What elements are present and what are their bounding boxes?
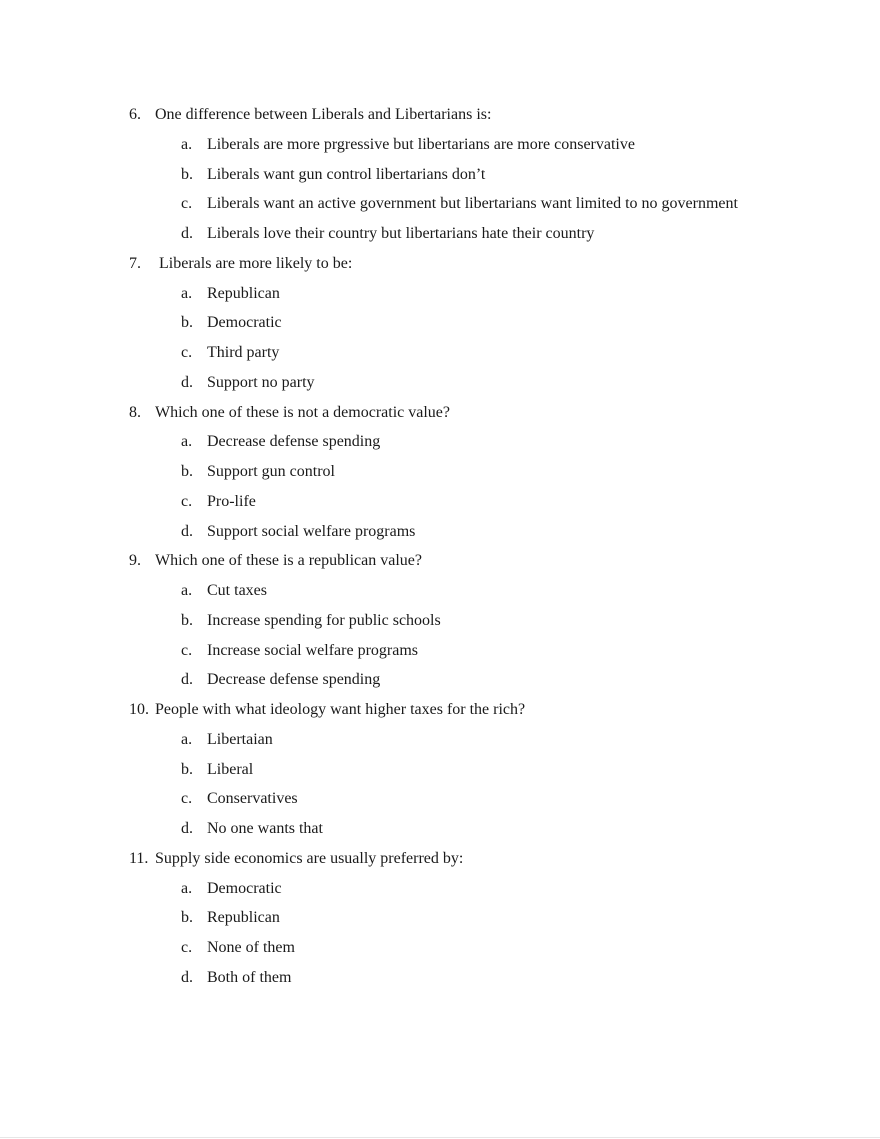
option-b bbox=[0, 308, 880, 338]
option-d bbox=[0, 814, 880, 844]
option-letter: b. bbox=[181, 909, 193, 927]
option-c bbox=[0, 636, 880, 666]
option-b bbox=[0, 903, 880, 933]
question-line bbox=[0, 546, 880, 576]
option-letter: a. bbox=[181, 433, 193, 451]
option-letter: c. bbox=[181, 344, 193, 361]
question-number: 11. bbox=[129, 849, 149, 867]
option-text: Both of them bbox=[207, 968, 292, 986]
option-a bbox=[0, 725, 880, 755]
option-list bbox=[0, 279, 880, 398]
question-8 bbox=[0, 398, 880, 547]
option-text: Democratic bbox=[207, 879, 282, 897]
question-number: 6. bbox=[129, 106, 141, 123]
option-list bbox=[0, 130, 880, 249]
option-b bbox=[0, 606, 880, 636]
option-list bbox=[0, 427, 880, 546]
option-d bbox=[0, 963, 880, 993]
option-letter: a. bbox=[181, 135, 193, 153]
question-10 bbox=[0, 695, 880, 844]
option-letter: d. bbox=[181, 968, 193, 986]
option-a bbox=[0, 279, 880, 309]
option-text: Liberals are more prgressive but libertarians are more conservative bbox=[207, 135, 635, 153]
option-text: Increase social welfare programs bbox=[207, 641, 418, 659]
page-bottom-edge bbox=[0, 1137, 880, 1138]
option-text: Liberals want an active government but libertarians want limited to no government bbox=[207, 195, 738, 213]
option-letter: c. bbox=[181, 195, 193, 213]
option-b bbox=[0, 160, 880, 190]
option-c bbox=[0, 487, 880, 517]
option-a bbox=[0, 130, 880, 160]
option-list bbox=[0, 576, 880, 695]
question-line bbox=[0, 100, 880, 130]
question-text: Liberals are more likely to be: bbox=[159, 254, 353, 272]
option-a bbox=[0, 427, 880, 457]
option-text: Support gun control bbox=[207, 463, 335, 480]
question-text: Which one of these is not a democratic value? bbox=[155, 403, 450, 421]
option-letter: d. bbox=[181, 671, 193, 689]
option-c bbox=[0, 933, 880, 963]
option-text: Liberal bbox=[207, 760, 254, 778]
option-letter: b. bbox=[181, 463, 193, 480]
option-text: Support social welfare programs bbox=[207, 522, 416, 540]
question-6 bbox=[0, 100, 880, 249]
option-text: No one wants that bbox=[207, 820, 323, 837]
option-list bbox=[0, 874, 880, 993]
option-letter: c. bbox=[181, 492, 193, 510]
question-text: People with what ideology want higher taxes for the rich? bbox=[155, 701, 526, 718]
question-text: Supply side economics are usually preferred by: bbox=[155, 849, 464, 867]
option-text: Decrease defense spending bbox=[207, 671, 381, 689]
option-a bbox=[0, 576, 880, 606]
option-text: None of them bbox=[207, 939, 295, 956]
option-text: Democratic bbox=[207, 314, 282, 332]
option-d bbox=[0, 368, 880, 398]
option-list bbox=[0, 725, 880, 844]
option-b bbox=[0, 755, 880, 785]
option-c bbox=[0, 784, 880, 814]
question-11 bbox=[0, 844, 880, 993]
option-text: Republican bbox=[207, 284, 280, 302]
question-number: 10. bbox=[129, 701, 149, 718]
option-text: Liberals want gun control libertarians don’t bbox=[207, 165, 486, 183]
option-text: Republican bbox=[207, 909, 280, 927]
question-line bbox=[0, 249, 880, 279]
question-text: One difference between Liberals and Libertarians is: bbox=[155, 106, 492, 123]
option-letter: c. bbox=[181, 790, 193, 808]
question-line bbox=[0, 844, 880, 874]
question-number: 7. bbox=[129, 254, 141, 272]
option-letter: b. bbox=[181, 611, 193, 629]
option-text: Cut taxes bbox=[207, 582, 267, 599]
option-c bbox=[0, 189, 880, 219]
option-letter: b. bbox=[181, 760, 193, 778]
option-d bbox=[0, 219, 880, 249]
option-text: Pro-life bbox=[207, 492, 256, 510]
option-text: Increase spending for public schools bbox=[207, 611, 441, 629]
option-text: Third party bbox=[207, 344, 280, 361]
option-letter: c. bbox=[181, 641, 193, 659]
option-letter: a. bbox=[181, 582, 193, 599]
option-letter: c. bbox=[181, 939, 193, 956]
option-text: Decrease defense spending bbox=[207, 433, 381, 451]
option-c bbox=[0, 338, 880, 368]
option-letter: d. bbox=[181, 522, 193, 540]
option-a bbox=[0, 874, 880, 904]
option-letter: b. bbox=[181, 314, 193, 332]
option-letter: d. bbox=[181, 820, 193, 837]
option-letter: a. bbox=[181, 284, 193, 302]
option-letter: d. bbox=[181, 225, 193, 242]
question-line bbox=[0, 695, 880, 725]
option-text: Conservatives bbox=[207, 790, 298, 808]
option-letter: a. bbox=[181, 730, 193, 748]
question-list bbox=[0, 100, 880, 993]
option-text: Libertaian bbox=[207, 730, 273, 748]
option-d bbox=[0, 665, 880, 695]
option-letter: b. bbox=[181, 165, 193, 183]
option-letter: a. bbox=[181, 879, 193, 897]
option-b bbox=[0, 457, 880, 487]
question-number: 9. bbox=[129, 552, 141, 570]
option-text: Liberals love their country but libertarians hate their country bbox=[207, 225, 595, 242]
option-d bbox=[0, 517, 880, 547]
question-line bbox=[0, 398, 880, 428]
option-letter: d. bbox=[181, 373, 193, 391]
question-number: 8. bbox=[129, 403, 141, 421]
question-9 bbox=[0, 546, 880, 695]
option-text: Support no party bbox=[207, 373, 315, 391]
question-text: Which one of these is a republican value? bbox=[155, 552, 422, 570]
question-7 bbox=[0, 249, 880, 398]
